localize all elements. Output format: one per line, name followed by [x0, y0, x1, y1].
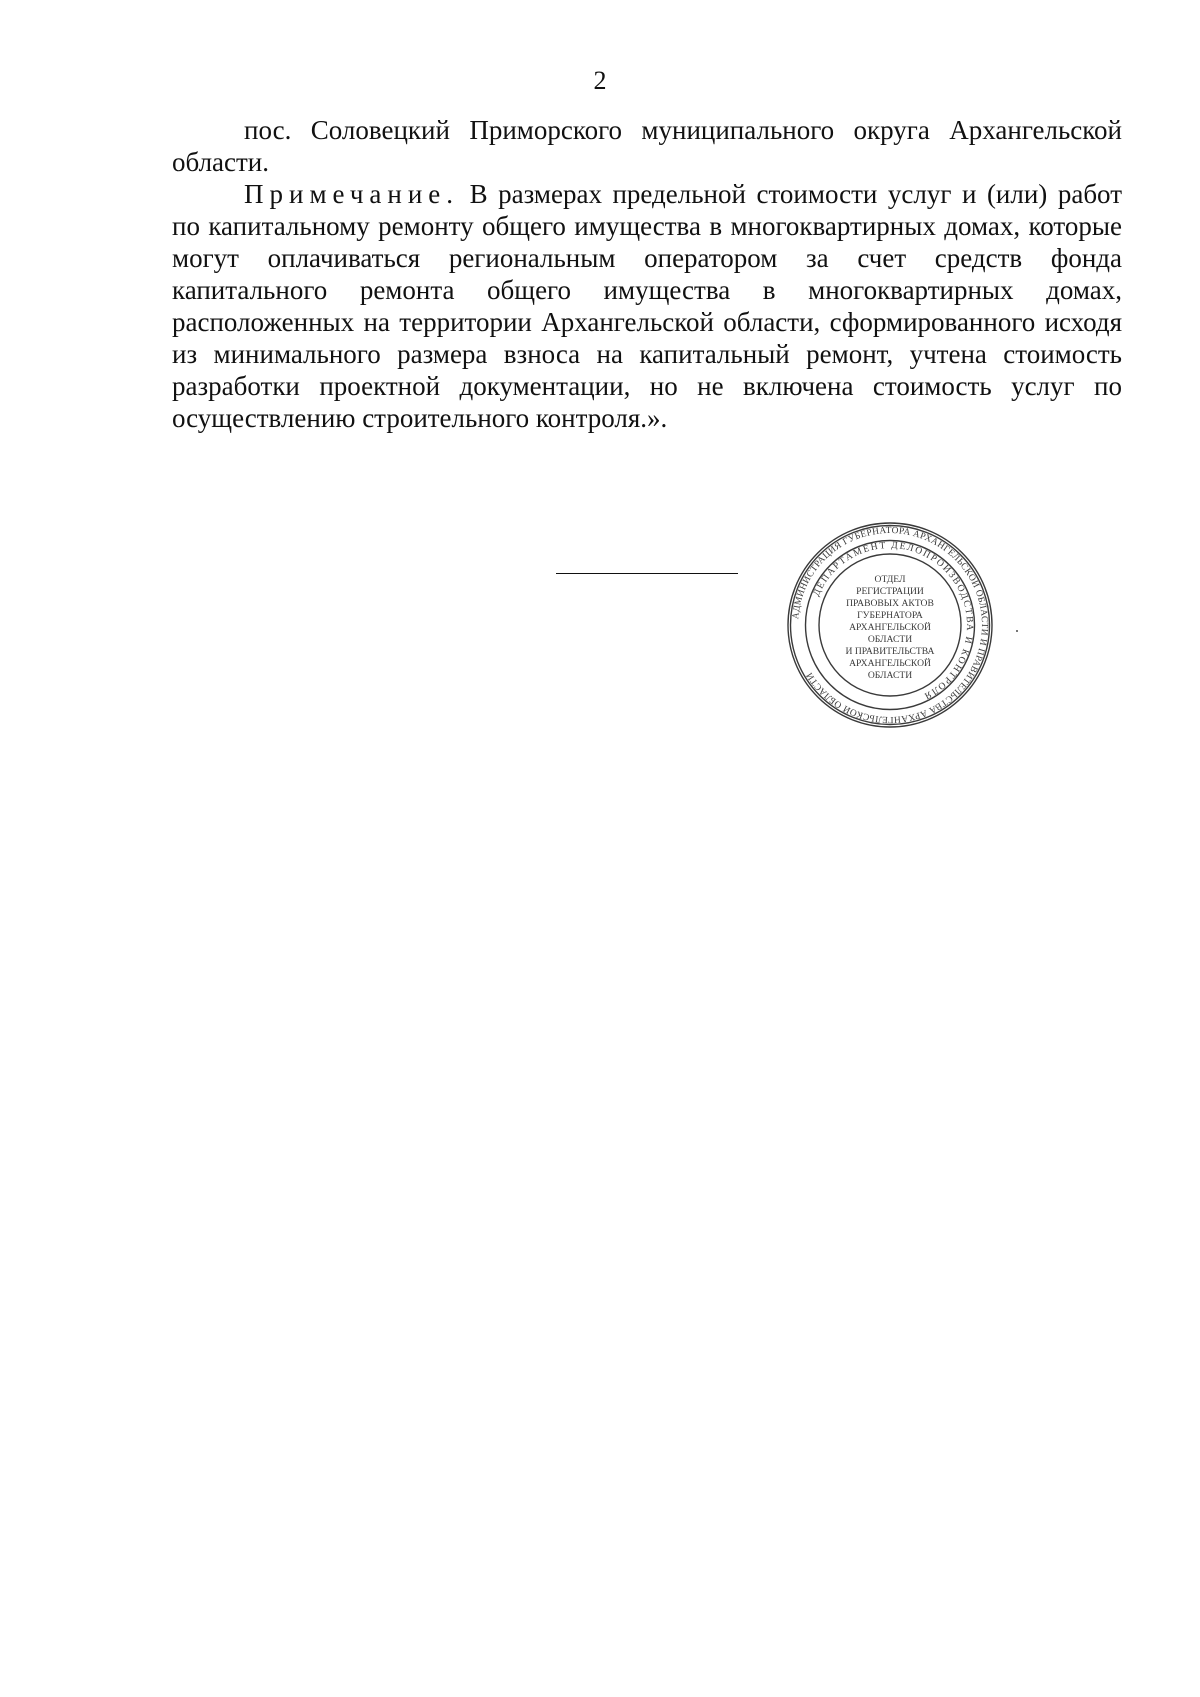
continuation-paragraph: пос. Соловецкий Приморского муниципального округа Архангельской области.: [172, 115, 1122, 177]
stamp-center-line: АРХАНГЕЛЬСКОЙ: [849, 622, 931, 633]
document-body: [172, 114, 1122, 434]
stamp-center-line: ОБЛАСТИ: [867, 634, 913, 645]
stamp-inner-text: ДЕПАРТАМЕНТ ДЕЛОПРОИЗВОДСТВА И КОНТРОЛЯ: [811, 539, 976, 702]
stamp-center-line: РЕГИСТРАЦИИ: [856, 586, 924, 597]
page-number: 2: [593, 66, 607, 95]
signature-line: [556, 573, 738, 574]
stamp-center-line: ОБЛАСТИ: [867, 670, 913, 681]
note-label: Примечание.: [244, 179, 460, 209]
stamp-seal-graphic: [786, 521, 994, 729]
note-paragraph: [172, 178, 1122, 434]
stamp-center-line: И ПРАВИТЕЛЬСТВА: [845, 646, 935, 657]
note-text: В размерах предельной стоимости услуг и (или) работ по капитальному ремонту общего имущества в многоквартирных домах, которые могут оплачиваться региональным оператором за счет средств фонда капитального ремонта общего имущества в многоквартирных домах, расположенных на территории Архангельской области, сформированного исходя из минимального размера взноса на капитальный ремонт, учтена стоимость разработки проектной документации, но не включена стоимость услуг по осуществлению строительного контроля.».: [172, 179, 1122, 433]
stamp-center-line: ГУБЕРНАТОРА: [857, 610, 923, 621]
stamp-center-line: АРХАНГЕЛЬСКОЙ: [849, 658, 931, 669]
official-stamp: [786, 521, 994, 729]
scan-speck: [1016, 630, 1018, 632]
stamp-center-text: [846, 574, 935, 681]
stamp-center-line: ОТДЕЛ: [874, 574, 906, 585]
stamp-center-line: ПРАВОВЫХ АКТОВ: [846, 598, 934, 609]
stamp-outer-text: АДМИНИСТРАЦИЯ ГУБЕРНАТОРА АРХАНГЕЛЬСКОЙ ОБЛАСТИ И ПРАВИТЕЛЬСТВА АРХАНГЕЛЬСКОЙ ОБЛАСТИ: [791, 525, 990, 725]
